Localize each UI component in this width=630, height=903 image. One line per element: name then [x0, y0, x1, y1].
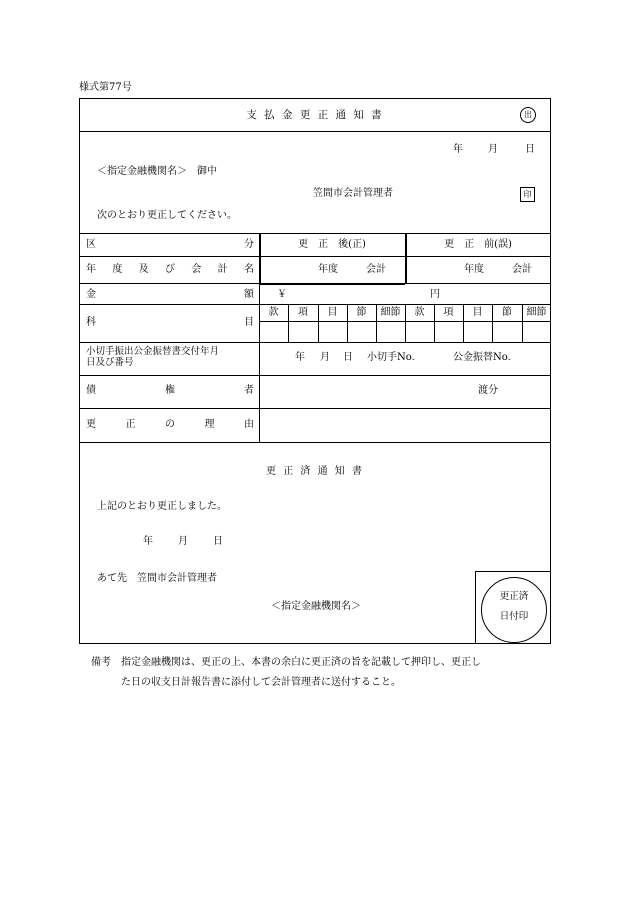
after-col-moku: 目 — [327, 307, 338, 318]
yen-unit: 円 — [430, 289, 440, 300]
request-text: 次のとおり更正してください。 — [97, 210, 237, 221]
notice-form — [79, 98, 551, 644]
completion-month: 月 — [178, 536, 188, 547]
reason-label: 更 正 の 理 由 — [86, 419, 254, 430]
after-label: 更 正 後(正) — [298, 239, 366, 250]
completion-bank: ＜指定金融機関名＞ — [271, 601, 361, 612]
issuer: 笠間市会計管理者 — [313, 188, 393, 199]
note-line1: 備考 指定金融機関は、更正の上、本書の余白に更正済の旨を記載して押印し、更正し — [91, 657, 481, 668]
date-stamp-circle — [481, 577, 547, 643]
after-col-saisetsu: 細節 — [380, 307, 401, 318]
after-fiscal-year: 年度 — [318, 264, 338, 275]
before-fiscal-year: 年度 — [464, 264, 484, 275]
fiscal-label: 年 度 及 び 会 計 名 — [86, 264, 254, 275]
form-number: 様式第77号 — [79, 82, 132, 93]
seal-out-icon: 出 — [520, 107, 536, 123]
yen-mark: ￥ — [277, 289, 287, 300]
before-col-kan: 款 — [414, 307, 425, 318]
date-month: 月 — [488, 144, 498, 155]
date-year: 年 — [453, 144, 463, 155]
date-day: 日 — [525, 144, 535, 155]
before-col-saisetsu: 細節 — [526, 307, 547, 318]
completion-day: 日 — [213, 536, 223, 547]
note-line2: た日の収支日計報告書に添付して会計管理者に送付すること。 — [121, 677, 401, 688]
amount-label: 金 額 — [86, 289, 254, 300]
check-label-line1: 小切手振出公金振替書交付年月 — [86, 346, 220, 357]
completion-address-to: あて先 笠間市会計管理者 — [97, 573, 217, 584]
after-col-kou: 項 — [298, 307, 308, 318]
check-label-line2: 日及び番号 — [86, 357, 134, 368]
seal-stamp-icon: 印 — [520, 187, 535, 202]
completion-statement: 上記のとおり更正しました。 — [97, 501, 227, 512]
check-day: 日 — [343, 352, 353, 363]
addressee: ＜指定金融機関名＞ 御中 — [97, 166, 217, 177]
before-fiscal-account: 会計 — [512, 264, 532, 275]
check-month: 月 — [320, 352, 330, 363]
before-col-setsu: 節 — [502, 307, 512, 318]
after-col-setsu: 節 — [356, 307, 367, 318]
check-no: 小切手No. — [367, 352, 415, 363]
subject-label: 科 目 — [86, 317, 254, 328]
check-year: 年 — [295, 352, 305, 363]
form-title: 支 払 金 更 正 通 知 書 — [246, 109, 384, 121]
stamp-line2: 日付印 — [499, 611, 529, 622]
completion-year: 年 — [143, 536, 153, 547]
after-fiscal-account: 会計 — [366, 264, 386, 275]
before-col-moku: 目 — [472, 307, 483, 318]
creditor-label: 債 権 者 — [86, 385, 254, 396]
creditor-suffix: 渡分 — [478, 385, 498, 396]
before-label: 更 正 前(誤) — [444, 239, 512, 250]
after-col-kan: 款 — [268, 307, 279, 318]
before-col-kou: 項 — [443, 307, 454, 318]
transfer-no: 公金振替No. — [453, 352, 511, 363]
completion-title: 更 正 済 通 知 書 — [266, 466, 364, 477]
category-label: 区 分 — [86, 239, 254, 250]
stamp-line1: 更正済 — [499, 591, 529, 602]
